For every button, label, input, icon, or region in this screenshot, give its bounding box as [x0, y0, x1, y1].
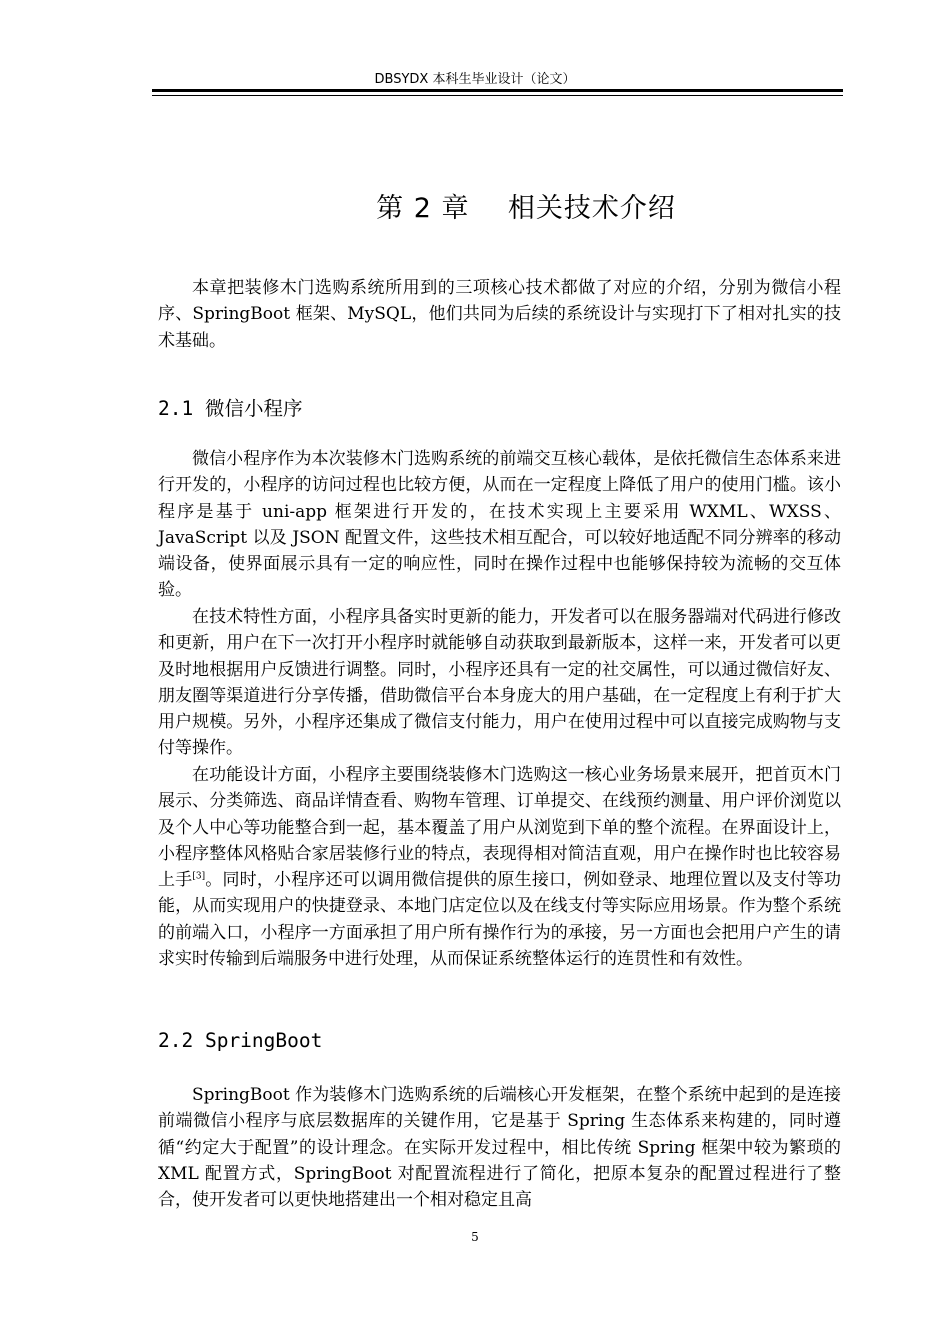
section-heading-2-2: 2.2 SpringBoot: [158, 1029, 323, 1052]
section-2-1-paragraph-1: 微信小程序作为本次装修木门选购系统的前端交互核心载体，是依托微信生态体系来进行开发的，小程序的访问过程也比较方便，从而在一定程度上降低了用户的使用门槛。该小程序是基于 uni-app 框架进行开发的，在技术实现上主要采用 WXML、WXSS、JavaScript 以及 JSON 配置文件，这些技术相互配合，可以较好地适配不同分辨率的移动端设备，使界面展示具有一定的响应性，同时在操作过程中也能够保持较为流畅的交互体验。: [158, 449, 841, 601]
intro-paragraph: 本章把装修木门选购系统所用到的三项核心技术都做了对应的介绍，分别为微信小程序、SpringBoot 框架、MySQL，他们共同为后续的系统设计与实现打下了相对扎实的技术基础。: [158, 278, 841, 351]
page-number: 5: [471, 1230, 479, 1244]
chapter-title: 第 2 章 相关技术介绍: [376, 193, 676, 224]
section-2-2-paragraph-1: SpringBoot 作为装修木门选购系统的后端核心开发框架，在整个系统中起到的是连接前端微信小程序与底层数据库的关键作用，它是基于 Spring 生态体系来构建的，同时遵循“约定大于配置”的设计理念。在实际开发过程中，相比传统 Spring 框架中较为繁琐的 XML 配置方式，SpringBoot 对配置流程进行了简化，把原本复杂的配置过程进行了整合，使开发者可以更快地搭建出一个相对稳定且高: [158, 1085, 841, 1211]
header-text: DBSYDX 本科生毕业设计（论文）: [374, 72, 576, 87]
citation-reference: [3]: [192, 871, 206, 882]
paragraph-3-text-b: 。同时，小程序还可以调用微信提供的原生接口，例如登录、地理位置以及支付等功能，从而实现用户的快捷登录、本地门店定位以及在线支付等实际应用场景。作为整个系统的前端入口，小程序一方面承担了用户所有操作行为的承接，另一方面也会把用户产生的请求实时传输到后端服务中进行处理，从而保证系统整体运行的连贯性和有效性。: [158, 870, 842, 970]
paragraph-3-text-a: 在功能设计方面，小程序主要围绕装修木门选购这一核心业务场景来展开，把首页木门展示、分类筛选、商品详情查看、购物车管理、订单提交、在线预约测量、用户评价浏览以及个人中心等功能整合到一起，基本覆盖了用户从浏览到下单的整个流程。在界面设计上，小程序整体风格贴合家居装修行业的特点，表现得相对简洁直观，用户在操作时也比较容易上手: [158, 765, 841, 891]
header-rule-thin: [152, 95, 843, 96]
header-rule-thick: [152, 89, 843, 92]
section-2-1-paragraph-2: 在技术特性方面，小程序具备实时更新的能力，开发者可以在服务器端对代码进行修改和更新，用户在下一次打开小程序时就能够自动获取到最新版本，这样一来，开发者可以更及时地根据用户反馈进行调整。同时，小程序还具有一定的社交属性，可以通过微信好友、朋友圈等渠道进行分享传播，借助微信平台本身庞大的用户基础，在一定程度上有利于扩大用户规模。另外，小程序还集成了微信支付能力，用户在使用过程中可以直接完成购物与支付等操作。: [158, 607, 841, 759]
section-heading-2-1: 2.1 微信小程序: [158, 397, 303, 420]
section-2-1-paragraph-3: [158, 762, 841, 972]
